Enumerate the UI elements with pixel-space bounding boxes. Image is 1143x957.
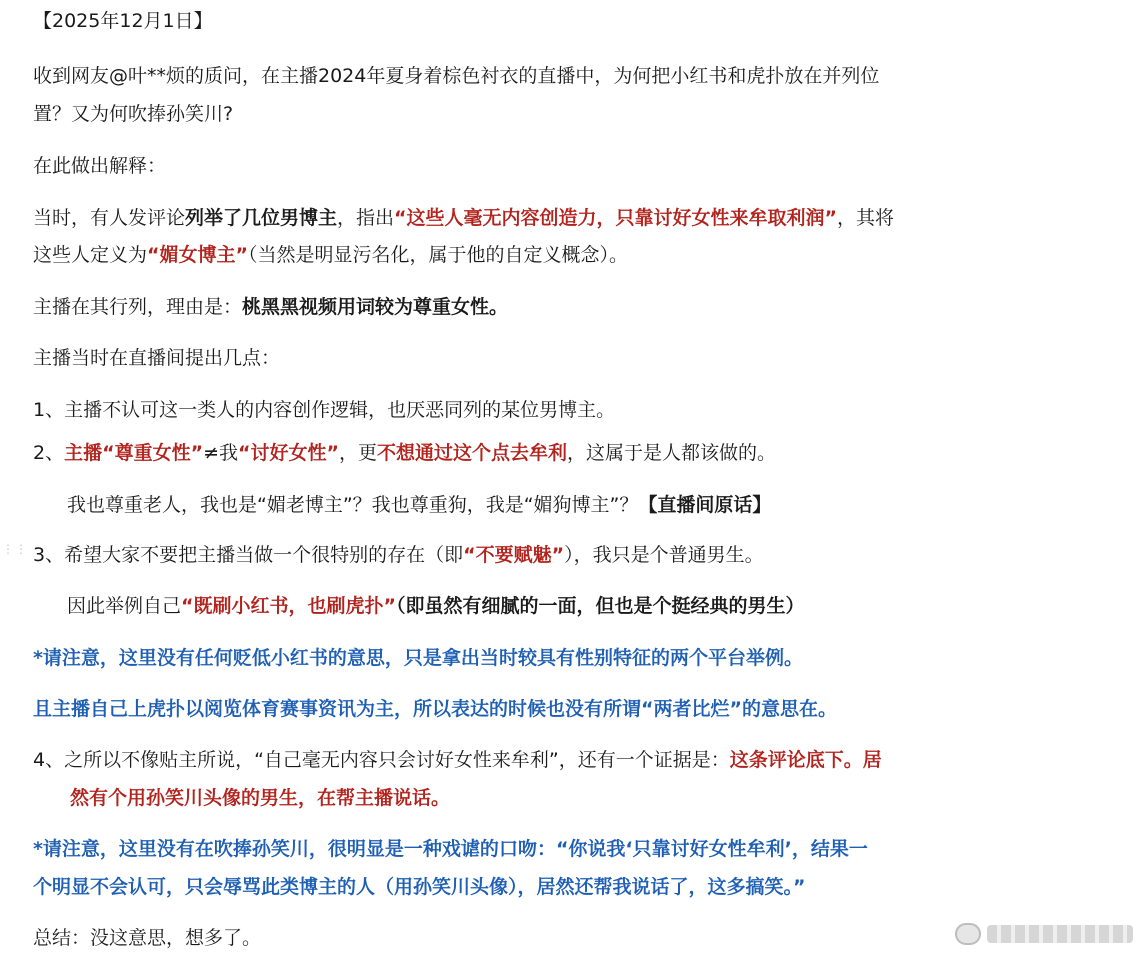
explain-line: 在此做出解释： bbox=[33, 155, 167, 177]
drag-handle-icon[interactable]: ⋮⋮ bbox=[2, 542, 28, 556]
note-1-line-1: *请注意，这里没有任何贬低小红书的意思，只是拿出当时较具有性别特征的两个平台举例。 bbox=[33, 647, 803, 669]
summary-line: 总结：没这意思，想多了。 bbox=[33, 927, 262, 949]
intro-line-2: 置？又为何吹捧孙笑川? bbox=[33, 103, 234, 125]
context-line-1: 当时，有人发评论列举了几位男博主，指出“这些人毫无内容创造力，只靠讨好女性来牟取利润”，其将 bbox=[33, 207, 895, 229]
watermark-logo-icon bbox=[955, 923, 981, 945]
date-heading: 【2025年12月1日】 bbox=[33, 10, 213, 32]
point-2: 2、主播“尊重女性”≠我“讨好女性”，更不想通过这个点去牟利，这属于是人都该做的。 bbox=[33, 442, 777, 464]
reason-line: 主播在其行列，理由是：桃黑黑视频用词较为尊重女性。 bbox=[33, 296, 509, 318]
note-1-line-2: 且主播自己上虎扑以阅览体育赛事资讯为主，所以表达的时候也没有所谓“两者比烂”的意思在。 bbox=[33, 698, 837, 720]
points-intro: 主播当时在直播间提出几点： bbox=[33, 347, 281, 369]
point-3-sub: 因此举例自己“既刷小红书，也刷虎扑”（即虽然有细腻的一面，但也是个挺经典的男生） bbox=[67, 595, 805, 617]
point-2-sub: 我也尊重老人，我也是“媚老博主”？我也尊重狗，我是“媚狗博主”？【直播间原话】 bbox=[67, 494, 772, 516]
note-2-line-2: 个明显不会认可，只会辱骂此类博主的人（用孙笑川头像），居然还帮我说话了，这多搞笑。” bbox=[33, 876, 806, 898]
intro-line-1: 收到网友@叶**烦的质问，在主播2024年夏身着棕色衬衣的直播中，为何把小红书和虎扑放在并列位 bbox=[33, 65, 880, 87]
point-4-line-1: 4、之所以不像贴主所说，“自己毫无内容只会讨好女性来牟利”，还有一个证据是：这条评论底下。居 bbox=[33, 749, 882, 771]
watermark-text bbox=[987, 925, 1133, 943]
context-line-2: 这些人定义为“媚女博主”（当然是明显污名化，属于他的自定义概念）。 bbox=[33, 244, 629, 266]
point-3: 3、希望大家不要把主播当做一个很特别的存在（即“不要赋魅”），我只是个普通男生。 bbox=[33, 544, 764, 566]
note-2-line-1: *请注意，这里没有在吹捧孙笑川，很明显是一种戏谑的口吻：“你说我‘只靠讨好女性牟利’，结果一 bbox=[33, 838, 868, 860]
point-1: 1、主播不认可这一类人的内容创作逻辑，也厌恶同列的某位男博主。 bbox=[33, 399, 616, 421]
watermark bbox=[955, 921, 1133, 947]
point-4-line-2: 然有个用孙笑川头像的男生，在帮主播说话。 bbox=[70, 787, 451, 809]
